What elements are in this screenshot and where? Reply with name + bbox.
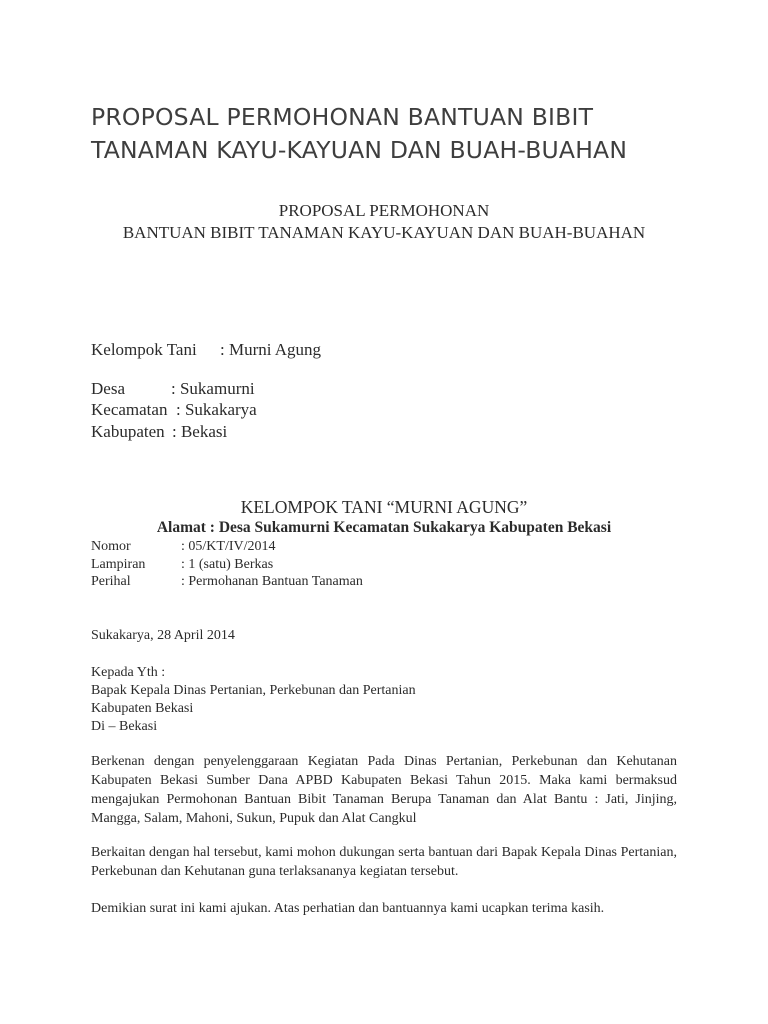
paragraph-2: Berkaitan dengan hal tersebut, kami mohon dukungan serta bantuan dari Bapak Kepala Dinas Pertanian, Perkebunan dan Kehutanan guna terlaksananya kegiatan tersebut. (91, 845, 677, 879)
identity-kabupaten (91, 421, 227, 442)
meta-lampiran (91, 556, 273, 574)
identity-kelompok (91, 339, 321, 360)
title-line-1: PROPOSAL PERMOHONAN BANTUAN BIBIT (91, 103, 594, 131)
paragraph-1: Berkenan dengan penyelenggaraan Kegiatan Pada Dinas Pertanian, Perkebunan dan Kehutanan Kabupaten Bekasi Sumber Dana APBD Kabupaten Bekasi Tahun 2015. Maka kami bermaksud mengajukan Permohonan Bantuan Bibit Tanaman Berupa Tanaman dan Alat Bantu : Jati, Jinjing, Mangga, Salam, Mahoni, Sukun, Pupuk dan Alat Cangkul (91, 754, 677, 826)
title-line-2: TANAMAN KAYU-KAYUAN DAN BUAH-BUAHAN (91, 136, 628, 164)
perihal-value: : Permohanan Bantuan Tanaman (181, 574, 363, 589)
subtitle-line-1: PROPOSAL PERMOHONAN (278, 201, 490, 220)
perihal-label: Perihal (91, 574, 131, 589)
letterhead-address: Alamat : Desa Sukamurni Kecamatan Sukakarya Kabupaten Bekasi (156, 519, 612, 536)
nomor-label: Nomor (91, 539, 131, 554)
paragraph-3: Demikian surat ini kami ajukan. Atas perhatian dan bantuannya kami ucapkan terima kasih. (91, 901, 605, 916)
nomor-value: : 05/KT/IV/2014 (181, 539, 276, 554)
desa-value: : Sukamurni (171, 379, 255, 398)
kecamatan-label: Kecamatan (91, 400, 168, 419)
meta-nomor (91, 538, 276, 556)
kabupaten-value: : Bekasi (172, 422, 228, 441)
place-date: Sukakarya, 28 April 2014 (91, 628, 235, 643)
letterhead-name: KELOMPOK TANI “MURNI AGUNG” (240, 497, 528, 517)
recipient-line-2: Bapak Kepala Dinas Pertanian, Perkebunan dan Pertanian (91, 683, 416, 698)
identity-desa (91, 378, 255, 399)
kelompok-value: : Murni Agung (220, 340, 322, 359)
lampiran-value: : 1 (satu) Berkas (181, 556, 274, 572)
kabupaten-label: Kabupaten (91, 422, 165, 441)
desa-label: Desa (91, 379, 125, 398)
meta-perihal (91, 573, 363, 591)
recipient-line-4: Di – Bekasi (91, 719, 158, 734)
lampiran-label: Lampiran (91, 556, 146, 572)
document-title (91, 101, 731, 167)
recipient-line-1: Kepada Yth : (91, 665, 166, 680)
recipient-line-3: Kabupaten Bekasi (91, 701, 194, 716)
kelompok-label: Kelompok Tani (91, 340, 197, 359)
subtitle-line-2: BANTUAN BIBIT TANAMAN KAYU-KAYUAN DAN BUAH-BUAHAN (122, 223, 646, 242)
identity-kecamatan (91, 399, 257, 420)
kecamatan-value: : Sukakarya (176, 400, 257, 419)
